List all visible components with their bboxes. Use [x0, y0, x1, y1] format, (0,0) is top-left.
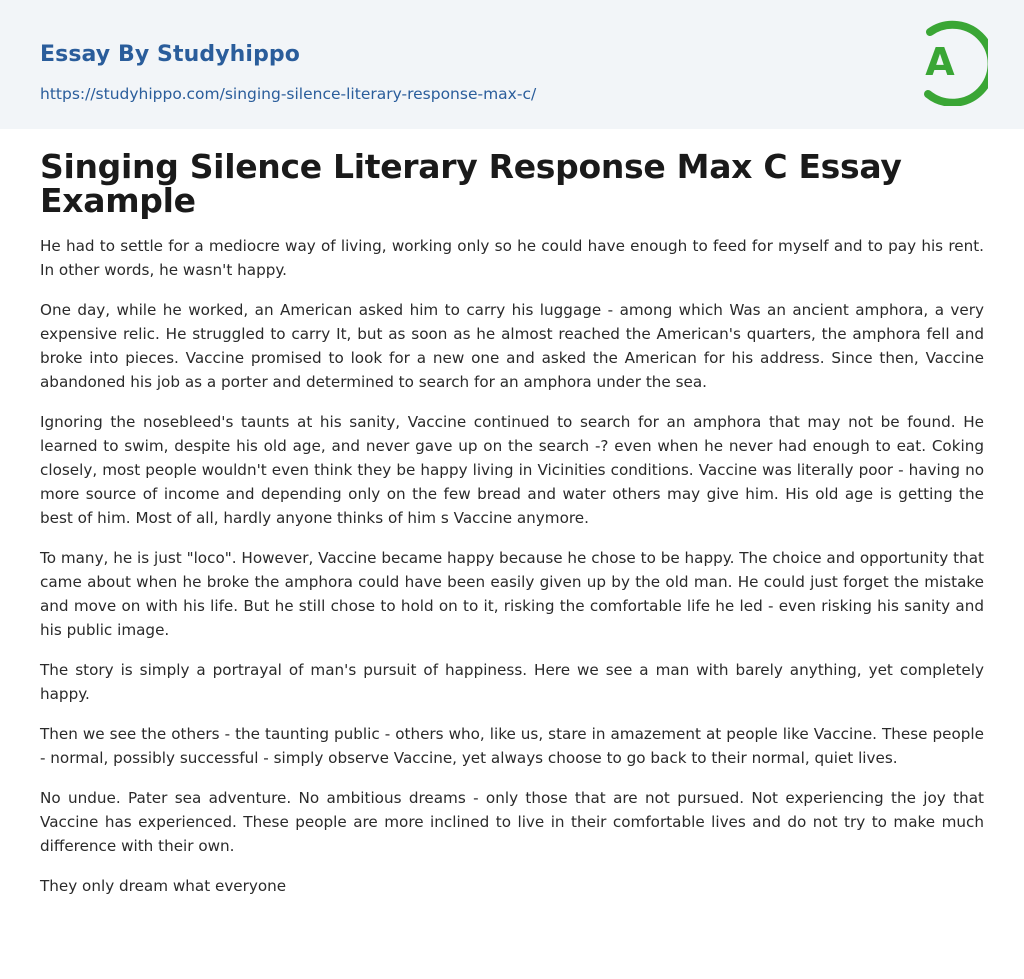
page-title: Singing Silence Literary Response Max C Essay Example: [40, 147, 902, 220]
site-brand[interactable]: Essay By Studyhippo: [40, 42, 300, 67]
logo-letter: A: [925, 40, 955, 84]
paragraph-4: To many, he is just "loco". However, Vaccine became happy because he chose to be happy. The choice and opportunity that came about when he broke the amphora could have been easily given up by the old man. He could just forget the mistake and move on with his life. But he still chose to hold on to it, risking the comfortable life he led - even risking his sanity and his public image.: [40, 549, 984, 639]
article: [40, 147, 984, 914]
paragraph-8: They only dream what everyone: [40, 877, 287, 895]
paragraph-6: Then we see the others - the taunting public - others who, like us, stare in amazement at people like Vaccine. These people - normal, possibly successful - simply observe Vaccine, yet always choose to go back to their normal, quiet lives.: [40, 725, 984, 767]
essay-url-link[interactable]: https://studyhippo.com/singing-silence-literary-response-max-c/: [40, 85, 537, 103]
studyhippo-logo-icon[interactable]: [910, 18, 988, 106]
paragraph-3: Ignoring the nosebleed's taunts at his sanity, Vaccine continued to search for an amphora that may not be found. He learned to swim, despite his old age, and never gave up on the search -? even when he never had enough to eat. Coking closely, most people wouldn't even think they be happy living in Vicinities conditions. Vaccine was literally poor - having no more source of income and depending only on the few bread and water others may give him. His old age is getting the best of him. Most of all, hardly anyone thinks of him s Vaccine anymore.: [40, 413, 984, 527]
paragraph-5: The story is simply a portrayal of man's pursuit of happiness. Here we see a man with barely anything, yet completely happy.: [40, 661, 984, 703]
paragraph-2: One day, while he worked, an American asked him to carry his luggage - among which Was an ancient amphora, a very expensive relic. He struggled to carry It, but as soon as he almost reached the American's quarters, the amphora fell and broke into pieces. Vaccine promised to look for a new one and asked the American for his address. Since then, Vaccine abandoned his job as a porter and determined to search for an amphora under the sea.: [40, 301, 984, 391]
paragraph-7: No undue. Pater sea adventure. No ambitious dreams - only those that are not pursued. Not experiencing the joy that Vaccine has experienced. These people are more inclined to live in their comfortable lives and do not try to make much difference with their own.: [40, 789, 984, 855]
site-header: [0, 0, 1024, 129]
paragraph-1: He had to settle for a mediocre way of living, working only so he could have enough to feed for myself and to pay his rent. In other words, he wasn't happy.: [40, 237, 984, 279]
